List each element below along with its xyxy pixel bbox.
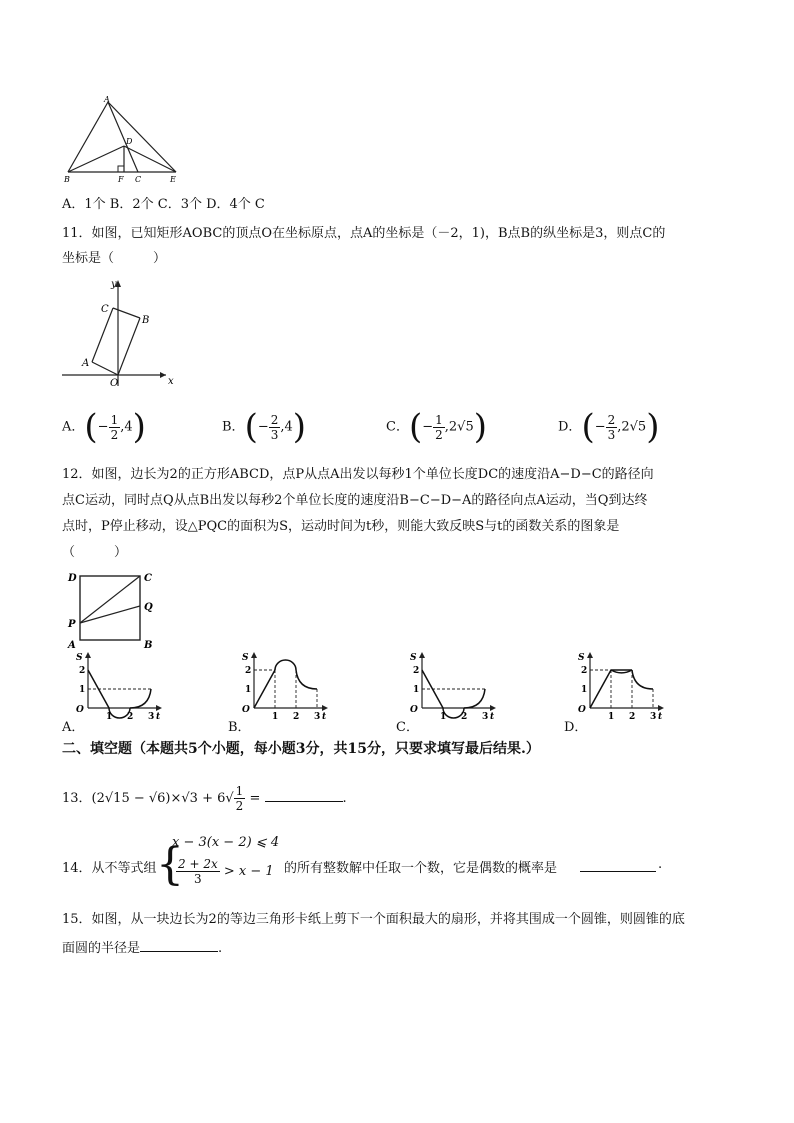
y-axis-arrow (587, 652, 593, 658)
q11-option-c[interactable]: C．(− $\frac{1}{2}$ ,2√5) (386, 407, 487, 447)
graph-curve (464, 689, 485, 708)
q11-option-d[interactable]: D．(− $\frac{2}{3}$ ,2√5) (558, 407, 660, 447)
x-tick-3: 3 (148, 712, 155, 720)
q12-option-graph-a[interactable] (74, 650, 164, 720)
q13-answer-blank[interactable] (265, 787, 343, 802)
q10-label-a: A (104, 96, 110, 104)
q12-option-label-c[interactable]: C． (396, 720, 419, 735)
q11-text-line2: 坐标是（ ） (62, 251, 167, 266)
q10-label-e: E (170, 175, 176, 184)
y-tick-1: 1 (245, 685, 252, 695)
q11-label-x: x (168, 376, 174, 387)
x-tick-1: 1 (272, 712, 279, 720)
q11-label-c: C (101, 304, 109, 315)
t-axis-label: t (322, 712, 327, 720)
q12-option-graph-d[interactable] (576, 650, 666, 720)
x-tick-1: 1 (106, 712, 113, 720)
q13-fraction: $\frac{1}{2}$ (235, 784, 244, 813)
t-axis-label: t (156, 712, 161, 720)
graph-curve (632, 670, 653, 689)
q15-answer-blank[interactable] (140, 937, 218, 952)
q12-label-c: C (144, 573, 152, 584)
x-tick-2: 2 (461, 712, 468, 720)
q11-label-a: A (82, 358, 90, 369)
x-tick-1: 1 (608, 712, 615, 720)
q11-option-b[interactable]: B．(− $\frac{2}{3}$ ,4) (222, 407, 307, 447)
y-axis-arrow (85, 652, 91, 658)
y-tick-2: 2 (581, 666, 588, 676)
q10-triangle-figure (62, 96, 184, 186)
x-axis-arrow (156, 705, 162, 711)
q12-label-a: A (68, 640, 76, 651)
graph-segment (590, 670, 611, 708)
x-axis-arrow (322, 705, 328, 711)
q12-text-line4: （ ） (62, 545, 128, 560)
q12-label-d: D (68, 573, 77, 584)
q15-text-line2: 面圆的半径是 . (62, 937, 222, 958)
x-axis-arrow (658, 705, 664, 711)
x-axis-arrow (490, 705, 496, 711)
q12-label-b: B (144, 640, 153, 651)
q11-label-y: y (111, 279, 117, 290)
q12-label-q: Q (144, 602, 153, 613)
x-tick-3: 3 (482, 712, 489, 720)
s-axis-label: S (242, 653, 249, 663)
y-tick-2: 2 (79, 666, 86, 676)
origin-label: O (76, 705, 84, 715)
q10-label-f: F (118, 175, 124, 184)
s-axis-label: S (76, 653, 83, 663)
q12-text-line1: 12．如图，边长为2的正方形ABCD，点P从点A出发以每秒1个单位长度DC的速度沿A−D−C的路径向 (62, 467, 654, 482)
q13-line: 13．(2√15 − √6)×√3 + 6√ $\frac{1}{2}$ = . (62, 784, 347, 813)
q12-text-line2: 点C运动，同时点Q从点B出发以每秒2个单位长度的速度沿B−C−D−A的路径向点A运动，当Q到达终 (62, 493, 648, 508)
section-2-heading: 二、填空题（本题共5个小题，每小题3分，共15分，只要求填写最后结果.） (62, 741, 540, 757)
x-tick-1: 1 (440, 712, 447, 720)
graph-segment (254, 670, 275, 708)
q11-label-o: O (110, 378, 119, 388)
y-tick-1: 1 (413, 685, 420, 695)
q12-option-graph-c[interactable] (408, 650, 498, 720)
q14-answer-blank[interactable] (580, 857, 656, 872)
origin-label: O (410, 705, 418, 715)
q12-option-label-a[interactable]: A． (62, 720, 85, 735)
x-tick-3: 3 (650, 712, 657, 720)
q12-label-p: P (68, 619, 76, 630)
y-tick-1: 1 (79, 685, 86, 695)
t-axis-label: t (490, 712, 495, 720)
x-tick-2: 2 (293, 712, 300, 720)
q12-square-figure (62, 566, 162, 652)
q12-option-label-d[interactable]: D． (564, 720, 588, 735)
q12-option-label-b[interactable]: B． (228, 720, 251, 735)
q10-label-c: C (135, 175, 142, 184)
t-axis-label: t (658, 712, 663, 720)
x-tick-3: 3 (314, 712, 321, 720)
q11-text-line1: 11．如图，已知矩形AOBC的顶点O在坐标原点，点A的坐标是（－2，1)，B点B的纵坐标是3，则点C的 (62, 226, 666, 241)
q11-label-b: B (142, 315, 150, 326)
q10-label-d: D (126, 137, 133, 146)
q10-options: A．1个 B．2个 C．3个 D．4个 C (62, 197, 265, 212)
s-axis-label: S (578, 653, 585, 663)
q15-text-line1: 15．如图，从一块边长为2的等边三角形卡纸上剪下一个面积最大的扇形，并将其围成一个圆锥，则圆锥的底 (62, 912, 685, 927)
q13-expression: (2√15 − √6)×√3 + 6 (91, 791, 226, 806)
y-tick-2: 2 (245, 666, 252, 676)
x-tick-2: 2 (127, 712, 134, 720)
q11-option-a[interactable]: A．(− $\frac{1}{2}$ ,4) (62, 407, 146, 447)
graph-arc (275, 660, 296, 670)
q11-rectangle-figure (62, 278, 177, 388)
y-axis-arrow (251, 652, 257, 658)
q12-text-line3: 点时，P停止移动，设△PQC的面积为S，运动时间为t秒，则能大致反映S与t的函数关系的图象是 (62, 519, 620, 534)
y-tick-2: 2 (413, 666, 420, 676)
q12-option-graph-b[interactable] (240, 650, 330, 720)
q10-label-b: B (64, 175, 70, 184)
graph-curve (296, 670, 317, 689)
q14-inequality-1: x − 3(x − 2) ⩽ 4 (172, 835, 280, 850)
s-axis-label: S (410, 653, 417, 663)
origin-label: O (578, 705, 586, 715)
graph-curve (130, 689, 151, 708)
origin-label: O (242, 705, 250, 715)
y-tick-1: 1 (581, 685, 588, 695)
y-axis-arrow (419, 652, 425, 658)
q14-inequality-2: $\frac{2 + 2x}{3}$ > x − 1 (178, 857, 274, 886)
x-tick-2: 2 (629, 712, 636, 720)
